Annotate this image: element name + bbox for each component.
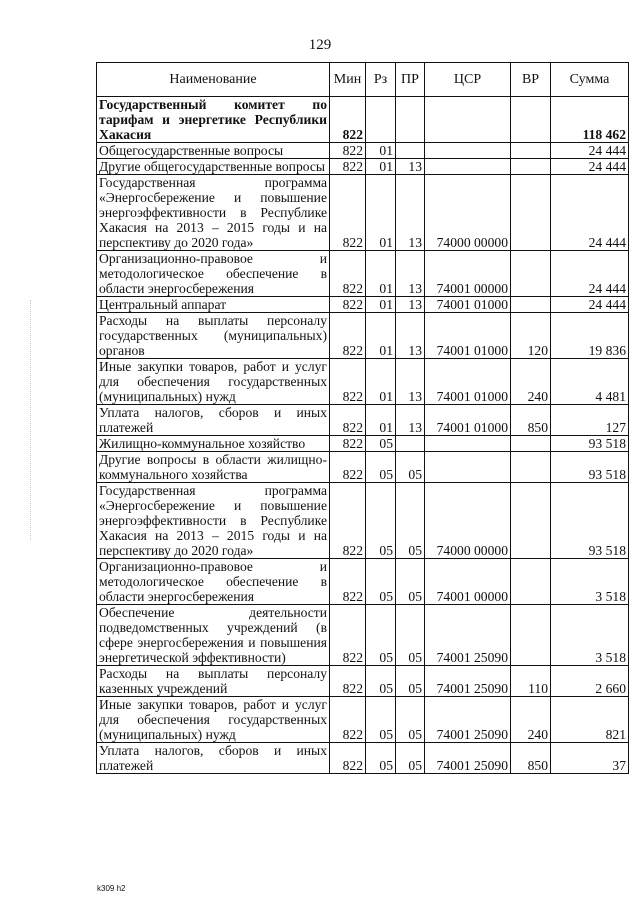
cell-min: 822 <box>330 743 366 774</box>
table-row <box>97 666 629 697</box>
cell-csr: 74001 25090 <box>425 605 511 666</box>
cell-pr <box>396 143 425 159</box>
cell-vr <box>511 297 551 313</box>
cell-csr: 74001 00000 <box>425 559 511 605</box>
cell-name: Государственная программа «Энергосбережение и повышение энергоэффективности в Республике Хакасия на 2013 – 2015 годы и на перспективу до 2020 года» <box>97 483 330 559</box>
cell-pr: 13 <box>396 159 425 175</box>
cell-vr: 240 <box>511 697 551 743</box>
table-row <box>97 97 629 143</box>
cell-rz: 05 <box>366 452 396 483</box>
cell-pr: 05 <box>396 697 425 743</box>
cell-name: Расходы на выплаты персоналу государственных (муниципальных) органов <box>97 313 330 359</box>
cell-vr <box>511 97 551 143</box>
cell-csr <box>425 452 511 483</box>
cell-vr <box>511 605 551 666</box>
header-rz: Рз <box>366 63 396 97</box>
cell-min: 822 <box>330 405 366 436</box>
cell-min: 822 <box>330 666 366 697</box>
table-row <box>97 297 629 313</box>
cell-vr <box>511 436 551 452</box>
cell-sum: 24 444 <box>551 251 629 297</box>
header-csr: ЦСР <box>425 63 511 97</box>
cell-sum: 127 <box>551 405 629 436</box>
table-row <box>97 436 629 452</box>
cell-vr <box>511 559 551 605</box>
cell-csr: 74000 00000 <box>425 483 511 559</box>
cell-name: Жилищно-коммунальное хозяйство <box>97 436 330 452</box>
cell-rz: 01 <box>366 159 396 175</box>
cell-csr: 74001 25090 <box>425 666 511 697</box>
cell-pr: 05 <box>396 452 425 483</box>
cell-pr: 05 <box>396 743 425 774</box>
cell-name: Другие вопросы в области жилищно-коммунального хозяйства <box>97 452 330 483</box>
header-name: Наименование <box>97 63 330 97</box>
cell-name: Уплата налогов, сборов и иных платежей <box>97 405 330 436</box>
cell-csr <box>425 159 511 175</box>
budget-table <box>96 62 629 774</box>
cell-name: Уплата налогов, сборов и иных платежей <box>97 743 330 774</box>
cell-min: 822 <box>330 559 366 605</box>
table-row <box>97 559 629 605</box>
cell-rz: 05 <box>366 666 396 697</box>
cell-pr <box>396 436 425 452</box>
cell-pr: 13 <box>396 251 425 297</box>
cell-rz: 05 <box>366 559 396 605</box>
cell-min: 822 <box>330 483 366 559</box>
cell-rz <box>366 97 396 143</box>
cell-min: 822 <box>330 605 366 666</box>
header-sum: Сумма <box>551 63 629 97</box>
cell-sum: 24 444 <box>551 159 629 175</box>
cell-name: Государственная программа «Энергосбережение и повышение энергоэффективности в Республике Хакасия на 2013 – 2015 годы и на перспективу до 2020 года» <box>97 175 330 251</box>
table-row <box>97 697 629 743</box>
cell-pr <box>396 97 425 143</box>
cell-sum: 24 444 <box>551 175 629 251</box>
cell-vr: 120 <box>511 313 551 359</box>
cell-sum: 93 518 <box>551 436 629 452</box>
cell-sum: 2 660 <box>551 666 629 697</box>
cell-vr <box>511 452 551 483</box>
cell-csr: 74001 25090 <box>425 743 511 774</box>
cell-name: Другие общегосударственные вопросы <box>97 159 330 175</box>
cell-csr: 74001 01000 <box>425 359 511 405</box>
cell-name: Обеспечение деятельности подведомственных учреждений (в сфере энергосбережения и повышения энергетической эффективности) <box>97 605 330 666</box>
cell-name: Организационно-правовое и методологическое обеспечение в области энергосбережения <box>97 251 330 297</box>
cell-sum: 3 518 <box>551 605 629 666</box>
cell-rz: 01 <box>366 175 396 251</box>
cell-rz: 05 <box>366 697 396 743</box>
cell-min: 822 <box>330 159 366 175</box>
cell-sum: 19 836 <box>551 313 629 359</box>
cell-rz: 01 <box>366 251 396 297</box>
table-row <box>97 605 629 666</box>
table-row <box>97 251 629 297</box>
table-row <box>97 159 629 175</box>
cell-vr <box>511 159 551 175</box>
cell-pr: 05 <box>396 666 425 697</box>
cell-sum: 118 462 <box>551 97 629 143</box>
cell-vr: 850 <box>511 405 551 436</box>
cell-pr: 13 <box>396 175 425 251</box>
cell-min: 822 <box>330 175 366 251</box>
cell-rz: 05 <box>366 483 396 559</box>
cell-rz: 01 <box>366 297 396 313</box>
cell-name: Организационно-правовое и методологическое обеспечение в области энергосбережения <box>97 559 330 605</box>
cell-min: 822 <box>330 297 366 313</box>
cell-min: 822 <box>330 97 366 143</box>
cell-csr <box>425 143 511 159</box>
cell-sum: 24 444 <box>551 297 629 313</box>
cell-csr: 74000 00000 <box>425 175 511 251</box>
cell-csr: 74001 01000 <box>425 313 511 359</box>
cell-min: 822 <box>330 697 366 743</box>
table-row <box>97 313 629 359</box>
cell-csr <box>425 97 511 143</box>
cell-name: Государственный комитет по тарифам и энергетике Республики Хакасия <box>97 97 330 143</box>
cell-rz: 05 <box>366 436 396 452</box>
cell-csr: 74001 01000 <box>425 297 511 313</box>
cell-pr: 05 <box>396 483 425 559</box>
cell-rz: 01 <box>366 405 396 436</box>
cell-vr <box>511 143 551 159</box>
table-row <box>97 452 629 483</box>
cell-pr: 13 <box>396 359 425 405</box>
cell-csr: 74001 25090 <box>425 697 511 743</box>
cell-vr: 850 <box>511 743 551 774</box>
cell-sum: 93 518 <box>551 452 629 483</box>
table-row <box>97 143 629 159</box>
header-pr: ПР <box>396 63 425 97</box>
cell-name: Центральный аппарат <box>97 297 330 313</box>
cell-min: 822 <box>330 251 366 297</box>
table-row <box>97 405 629 436</box>
table-row <box>97 175 629 251</box>
page-number: 129 <box>308 37 332 53</box>
cell-vr <box>511 483 551 559</box>
cell-name: Иные закупки товаров, работ и услуг для обеспечения государственных (муниципальных) нужд <box>97 697 330 743</box>
cell-pr: 13 <box>396 313 425 359</box>
cell-rz: 05 <box>366 743 396 774</box>
cell-csr: 74001 01000 <box>425 405 511 436</box>
cell-pr: 13 <box>396 297 425 313</box>
cell-min: 822 <box>330 359 366 405</box>
table-row <box>97 483 629 559</box>
cell-sum: 93 518 <box>551 483 629 559</box>
cell-vr <box>511 251 551 297</box>
cell-name: Общегосударственные вопросы <box>97 143 330 159</box>
cell-csr: 74001 00000 <box>425 251 511 297</box>
cell-vr: 240 <box>511 359 551 405</box>
cell-rz: 01 <box>366 313 396 359</box>
cell-sum: 821 <box>551 697 629 743</box>
cell-rz: 01 <box>366 143 396 159</box>
cell-sum: 24 444 <box>551 143 629 159</box>
table-body <box>97 97 629 774</box>
cell-name: Расходы на выплаты персоналу казенных учреждений <box>97 666 330 697</box>
cell-pr: 05 <box>396 605 425 666</box>
footer-code: k309 h2 <box>97 884 126 893</box>
cell-name: Иные закупки товаров, работ и услуг для обеспечения государственных (муниципальных) нужд <box>97 359 330 405</box>
cell-pr: 05 <box>396 559 425 605</box>
cell-min: 822 <box>330 436 366 452</box>
cell-vr <box>511 175 551 251</box>
cell-sum: 3 518 <box>551 559 629 605</box>
cell-min: 822 <box>330 452 366 483</box>
cell-sum: 4 481 <box>551 359 629 405</box>
cell-pr: 13 <box>396 405 425 436</box>
cell-min: 822 <box>330 313 366 359</box>
header-row <box>97 63 629 97</box>
table-row <box>97 359 629 405</box>
cell-vr: 110 <box>511 666 551 697</box>
margin-scan-marks <box>30 300 32 540</box>
cell-rz: 01 <box>366 359 396 405</box>
header-vr: ВР <box>511 63 551 97</box>
cell-csr <box>425 436 511 452</box>
table-row <box>97 743 629 774</box>
header-min: Мин <box>330 63 366 97</box>
cell-sum: 37 <box>551 743 629 774</box>
cell-min: 822 <box>330 143 366 159</box>
cell-rz: 05 <box>366 605 396 666</box>
